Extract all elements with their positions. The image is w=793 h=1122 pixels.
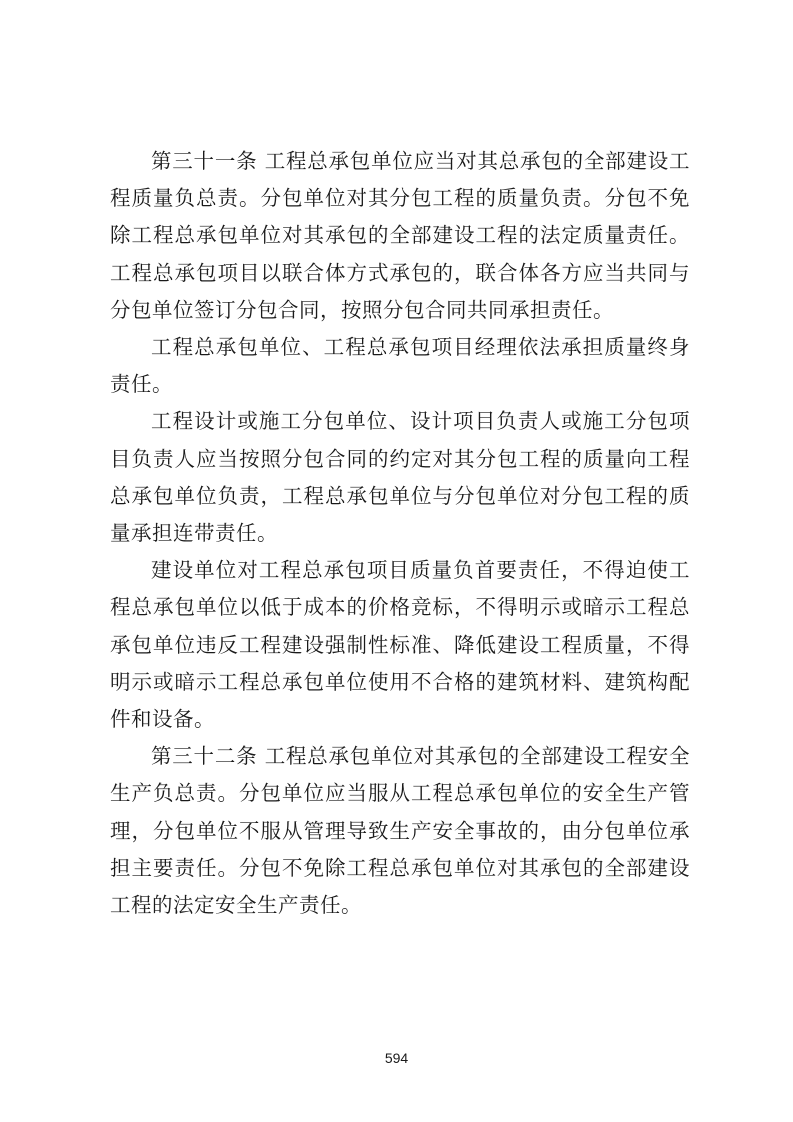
paragraph-lifetime-responsibility: 工程总承包单位、工程总承包项目经理依法承担质量终身责任。 xyxy=(110,335,690,397)
paragraph-subcontractor-responsibility: 工程设计或施工分包单位、设计项目负责人或施工分包项目负责人应当按照分包合同的约定对其分包工程的质量向工程总承包单位负责，工程总承包单位与分包单位对分包工程的质量承担连带责任。 xyxy=(110,409,690,546)
page-number: 594 xyxy=(384,1050,409,1066)
paragraph-article-31: 第三十一条 工程总承包单位应当对其总承包的全部建设工程质量负总责。分包单位对其分包工程的质量负责。分包不免除工程总承包单位对其承包的全部建设工程的法定质量责任。工程总承包项目以联合体方式承包的，联合体各方应当共同与分包单位签订分包合同，按照分包合同共同承担责任。 xyxy=(110,149,690,322)
document-body xyxy=(110,143,690,924)
paragraph-owner-responsibility: 建设单位对工程总承包项目质量负首要责任，不得迫使工程总承包单位以低于成本的价格竞标，不得明示或暗示工程总承包单位违反工程建设强制性标准、降低建设工程质量，不得明示或暗示工程总承包单位使用不合格的建筑材料、建筑构配件和设备。 xyxy=(110,558,690,732)
paragraph-article-32: 第三十二条 工程总承包单位对其承包的全部建设工程安全生产负总责。分包单位应当服从工程总承包单位的安全生产管理，分包单位不服从管理导致生产安全事故的，由分包单位承担主要责任。分包不免除工程总承包单位对其承包的全部建设工程的法定安全生产责任。 xyxy=(110,744,690,918)
